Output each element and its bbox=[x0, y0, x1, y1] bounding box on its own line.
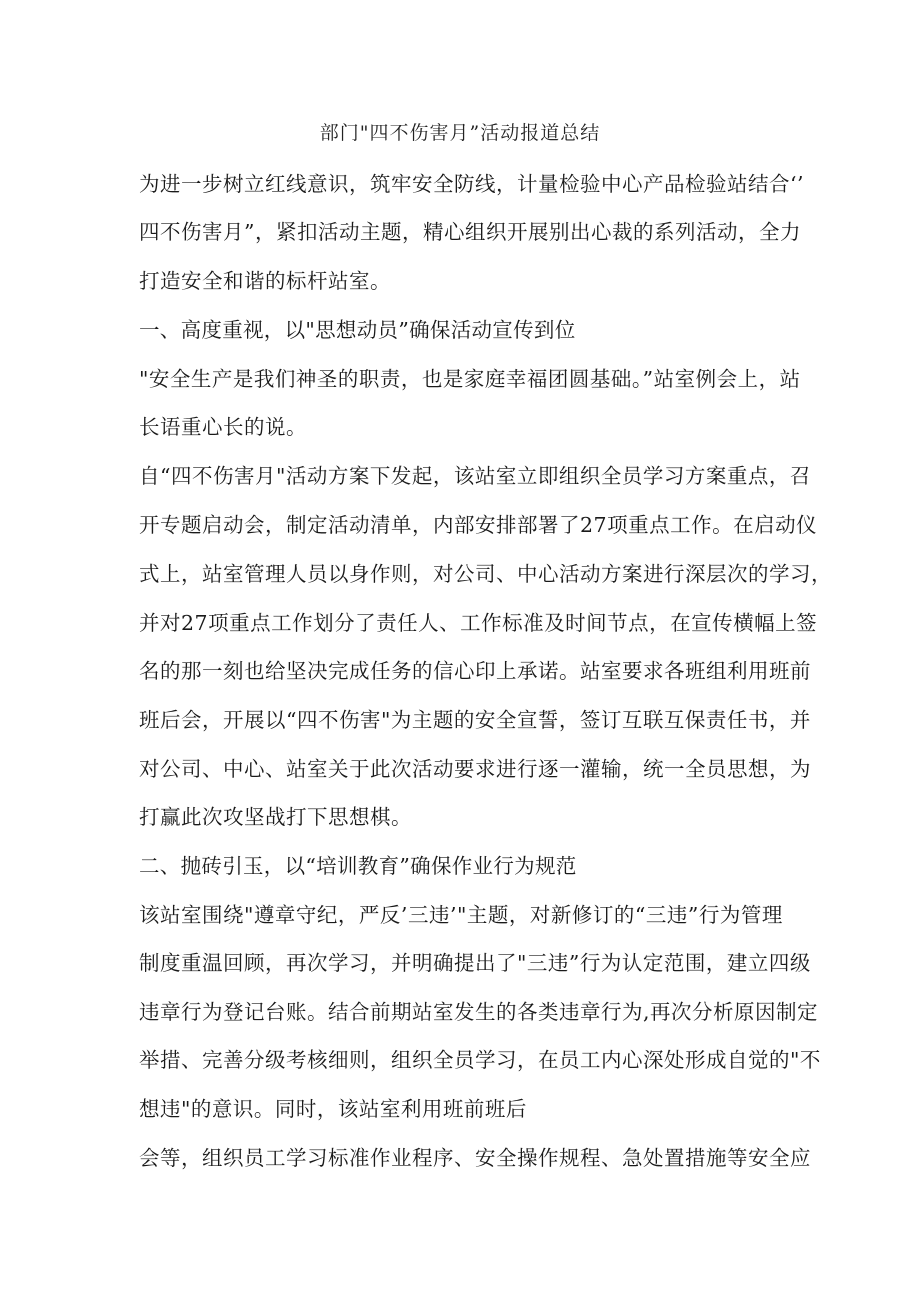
paragraph-line: 打造安全和谐的标杆站室。 bbox=[139, 269, 391, 293]
paragraph-line: 自“四不伤害月"活动方案下发起，该站室立即组织全员学习方案重点，召 bbox=[139, 464, 811, 488]
paragraph-line: "安全生产是我们神圣的职责，也是家庭幸福团圆基础。”站室例会上，站 bbox=[139, 367, 801, 391]
paragraph-line: 对公司、中心、站室关于此次活动要求进行逐一灌输，统一全员思想，为 bbox=[139, 757, 811, 781]
section-heading-1: 一、高度重视，以"思想动员”确保活动宣传到位 bbox=[139, 318, 576, 342]
paragraph-line: 并对27项重点工作划分了责任人、工作标准及时间节点，在宣传横幅上签 bbox=[139, 611, 818, 635]
section-heading-2: 二、抛砖引玉，以“培训教育”确保作业行为规范 bbox=[139, 854, 577, 878]
paragraph-line: 式上，站室管理人员以身作则，对公司、中心活动方案进行深层次的学习， bbox=[139, 562, 832, 586]
paragraph-line: 会等，组织员工学习标准作业程序、安全操作规程、急处置措施等安全应 bbox=[139, 1146, 811, 1170]
paragraph-line: 长语重心长的说。 bbox=[139, 415, 307, 439]
paragraph-line: 班后会，开展以“四不伤害"为主题的安全宣誓，签订互联互保责任书，并 bbox=[139, 708, 811, 732]
paragraph-line: 打赢此次攻坚战打下思想棋。 bbox=[139, 805, 412, 829]
paragraph-line: 四不伤害月”，紧扣活动主题，精心组织开展别出心裁的系列活动，全力 bbox=[139, 220, 801, 244]
paragraph-line: 该站室围绕"遵章守纪，严反’三违’"主题，对新修订的“三违”行为管理 bbox=[139, 903, 783, 927]
paragraph-line: 想违"的意识。同时，该站室利用班前班后 bbox=[139, 1097, 527, 1121]
paragraph-line: 违章行为登记台账。结合前期站室发生的各类违章行为,再次分析原因制定 bbox=[139, 1000, 819, 1024]
paragraph-line: 名的那一刻也给坚决完成任务的信心印上承诺。站室要求各班组利用班前 bbox=[139, 659, 811, 683]
document-title: 部门"四不伤害月”活动报道总结 bbox=[319, 122, 601, 144]
paragraph-line: 开专题启动会，制定活动清单，内部安排部署了27项重点工作。在启动仪 bbox=[139, 513, 818, 537]
paragraph-line: 举措、完善分级考核细则，组织全员学习，在员工内心深处形成自觉的"不 bbox=[139, 1048, 821, 1072]
paragraph-line: 制度重温回顾，再次学习，并明确提出了"三违”行为认定范围，建立四级 bbox=[139, 951, 811, 975]
paragraph-line: 为进一步树立红线意识，筑牢安全防线，计量检验中心产品检验站结合‘’ bbox=[139, 172, 805, 196]
